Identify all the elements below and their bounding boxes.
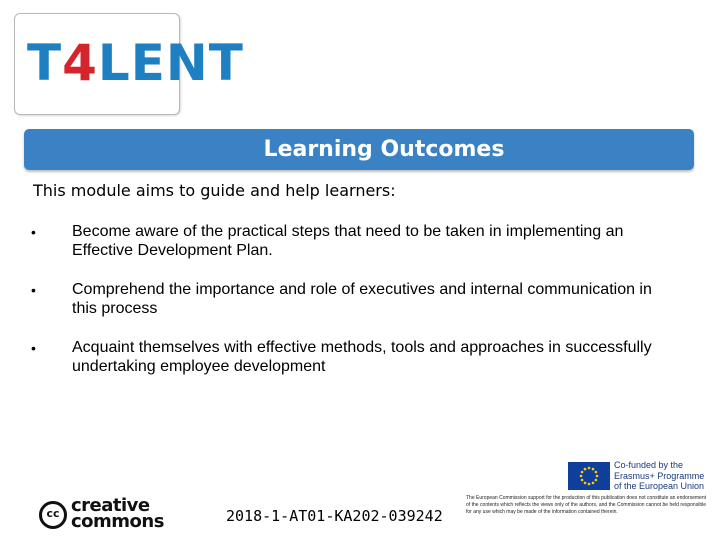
eu-line-1: Co-funded by the — [614, 460, 684, 470]
learning-outcomes-list — [31, 222, 671, 396]
logo-digit: 4 — [62, 34, 98, 92]
eu-star-icon — [588, 467, 591, 470]
intro-text: This module aims to guide and help learners: — [33, 181, 396, 200]
list-item-text: Become aware of the practical steps that need to be taken in implementing an Effective Development Plan. — [72, 223, 624, 259]
bullet-icon: • — [31, 340, 36, 356]
eu-star-icon — [584, 468, 587, 471]
eu-stars — [568, 462, 610, 490]
eu-disclaimer: The European Commission support for the production of this publication does not constitute an endorsement of the contents which reflects the views only of the authors, and the Commission cannot be held responsible for any use which may be made of the information contained therein. — [466, 495, 706, 515]
list-item-text: Comprehend the importance and role of executives and internal communication in this process — [72, 281, 652, 317]
t4lent-logo-text — [27, 34, 244, 92]
eu-star-icon — [588, 483, 591, 486]
list-item — [31, 222, 671, 260]
creative-commons-logo — [39, 497, 179, 533]
bullet-icon: • — [31, 282, 36, 298]
eu-star-icon — [584, 482, 587, 485]
cc-mark: cc — [46, 507, 60, 520]
logo-prefix: T — [27, 34, 63, 92]
logo-suffix: LENT — [97, 34, 244, 92]
eu-flag-icon — [568, 462, 610, 490]
bullet-icon: • — [31, 224, 36, 240]
t4lent-logo — [14, 13, 244, 115]
eu-line-2: Erasmus+ Programme — [614, 470, 705, 481]
list-item-text: Acquaint themselves with effective methods, tools and approaches in successfully undertaking employee development — [72, 339, 652, 375]
eu-star-icon — [592, 482, 595, 485]
eu-star-icon — [581, 471, 584, 474]
cc-word-commons: commons — [71, 511, 164, 532]
eu-star-icon — [580, 475, 583, 478]
eu-star-icon — [581, 479, 584, 482]
cc-icon — [39, 501, 67, 529]
eu-star-icon — [592, 468, 595, 471]
eu-star-icon — [595, 471, 598, 474]
list-item — [31, 280, 671, 318]
list-item — [31, 338, 671, 376]
title-bar — [24, 129, 694, 170]
page-title: Learning Outcomes — [263, 137, 505, 162]
eu-cofunding-text — [614, 460, 706, 492]
eu-star-icon — [596, 475, 599, 478]
eu-line-3: of the European Union — [614, 481, 705, 491]
eu-star-icon — [595, 479, 598, 482]
project-code: 2018-1-AT01-KA202-039242 — [226, 507, 443, 525]
cc-word-creative: creative — [71, 495, 150, 516]
